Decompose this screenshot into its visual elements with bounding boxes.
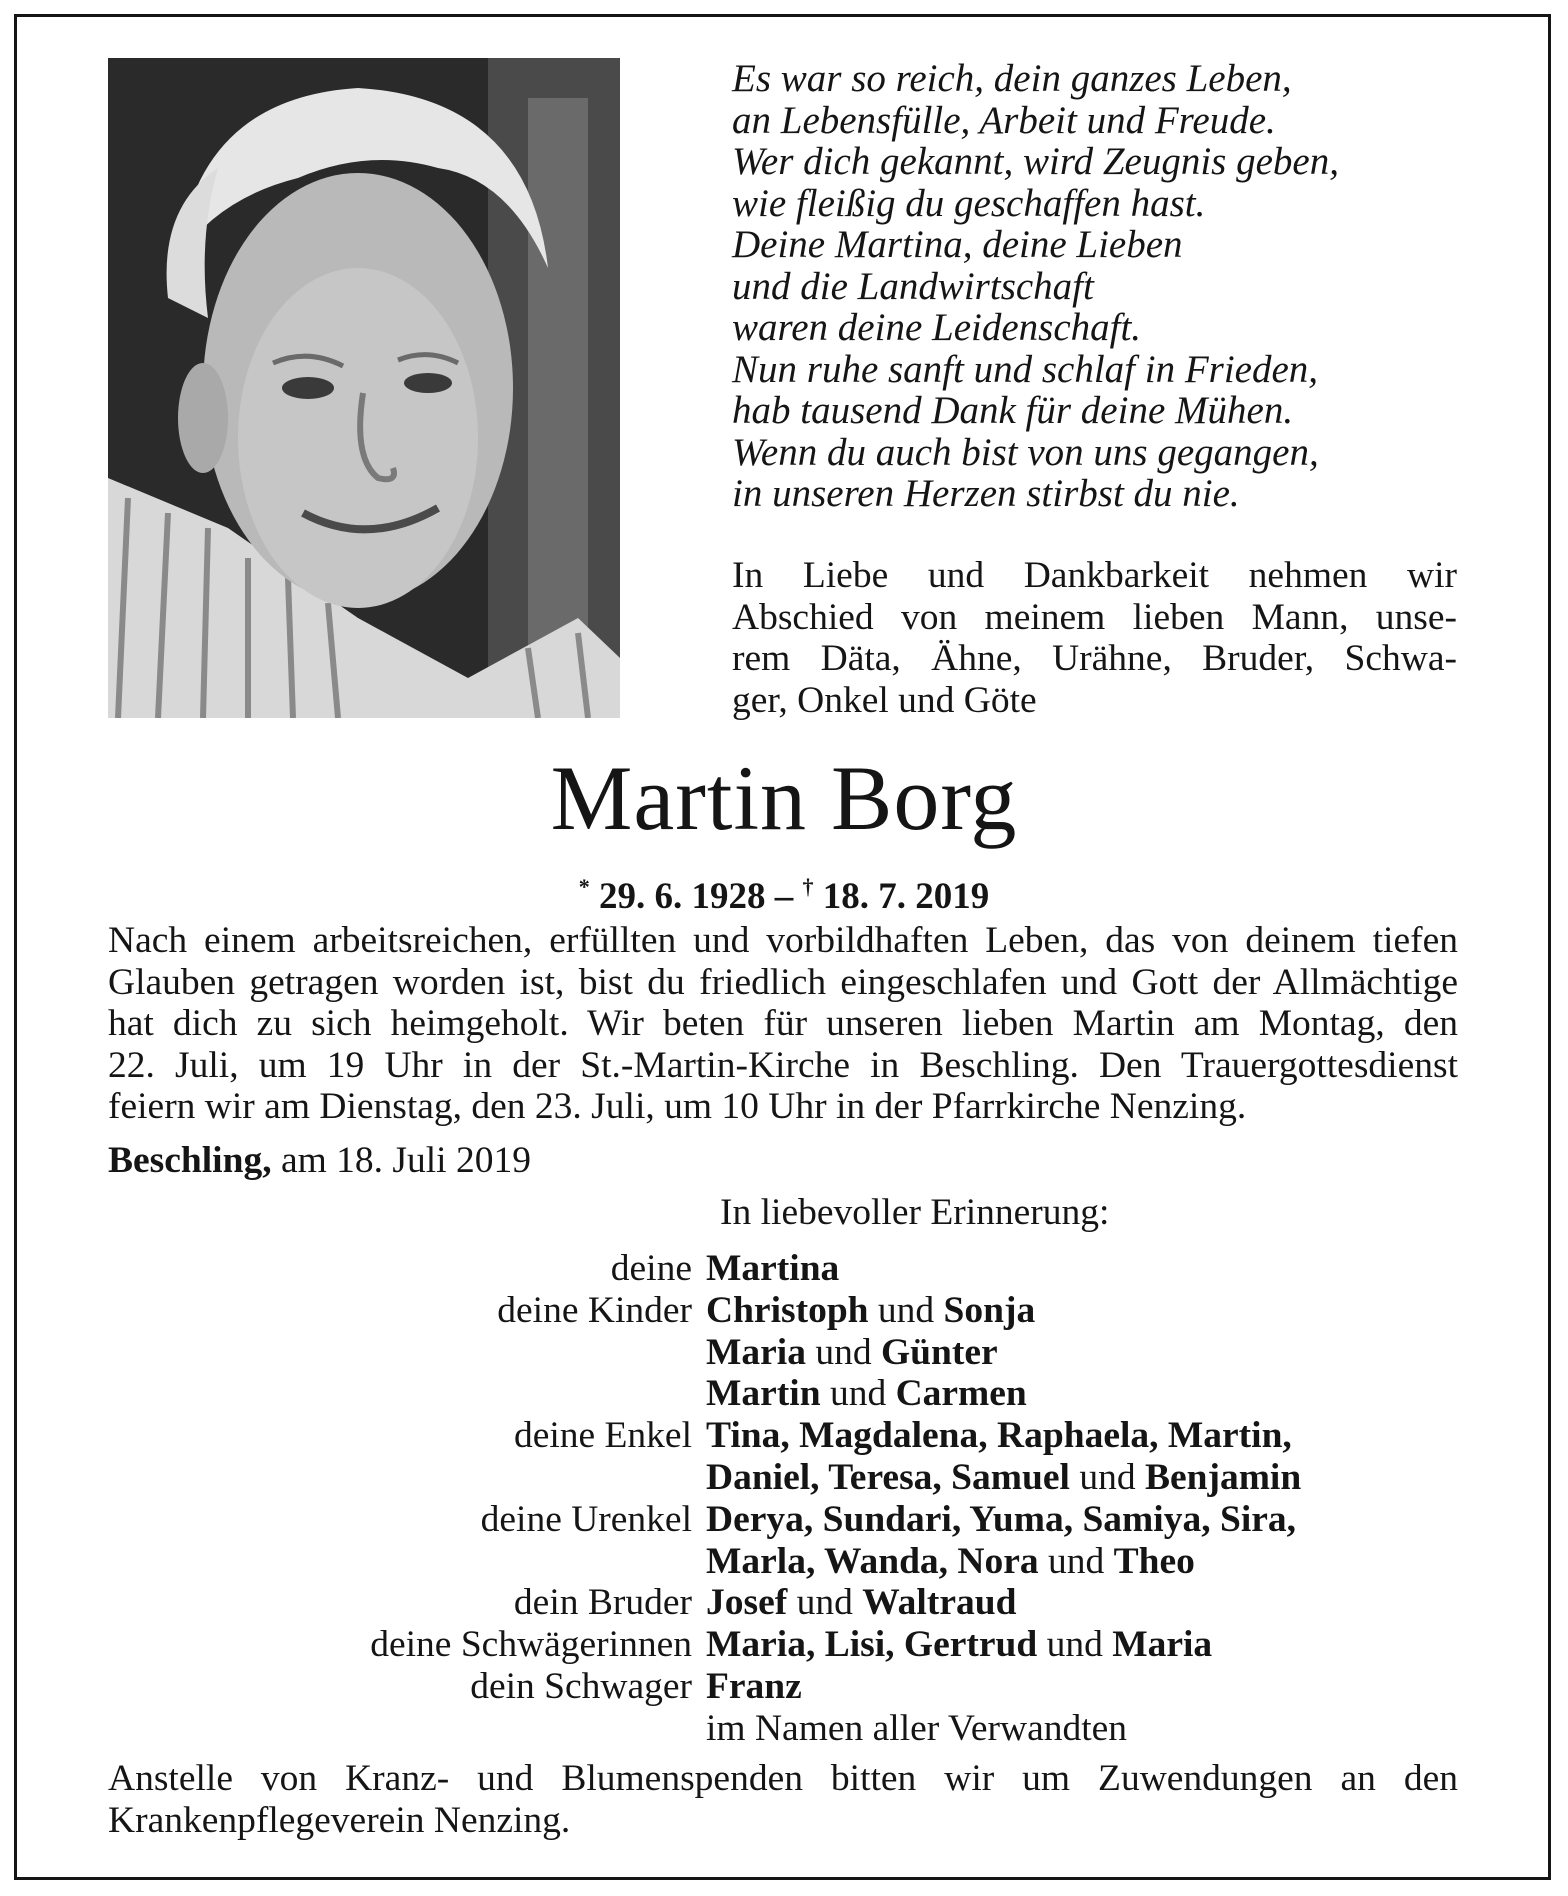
body-line: feiern wir am Dienstag, den 23. Juli, um 10 Uhr in der Pfarrkirche Nenzing. — [108, 1086, 1247, 1127]
family-connector: und — [868, 1289, 944, 1331]
family-names — [706, 1499, 1296, 1541]
family-names — [706, 1457, 1301, 1499]
family-member-name: Theo — [1113, 1540, 1195, 1582]
intro-line: In Liebe und Dankbarkeit nehmen wir — [732, 555, 1457, 596]
family-row — [0, 1373, 1568, 1415]
place-date — [108, 1140, 531, 1182]
family-connector: und — [1037, 1624, 1113, 1666]
family-names — [706, 1290, 1035, 1332]
family-relation-label: deine — [610, 1248, 692, 1289]
body-line: 22. Juli, um 19 Uhr in der St.-Martin-Kirche in Beschling. Den Trauergottesdienst — [108, 1044, 1458, 1086]
family-names — [706, 1415, 1292, 1457]
family-relation-label: deine Enkel — [513, 1415, 692, 1457]
family-member-name: Daniel, Teresa, Samuel — [706, 1456, 1070, 1498]
place-town: Beschling, — [108, 1140, 272, 1181]
family-member-name: Benjamin — [1144, 1456, 1302, 1498]
family-row — [0, 1582, 1568, 1624]
family-connector: und — [1069, 1456, 1145, 1498]
poem-line: Nun ruhe sanft und schlaf in Frieden, — [732, 347, 1319, 391]
family-row — [0, 1332, 1568, 1374]
birth-date: 29. 6. 1928 – — [599, 876, 794, 917]
family-connector: und — [805, 1331, 881, 1373]
portrait-photo — [108, 58, 620, 718]
portrait-illustration — [108, 58, 620, 718]
death-symbol: † — [802, 874, 814, 899]
family-row — [0, 1666, 1568, 1708]
family-relation-label — [0, 1373, 706, 1415]
poem-line: in unseren Herzen stirbst du nie. — [732, 472, 1240, 515]
family-row — [0, 1290, 1568, 1332]
poem-line: Deine Martina, deine Lieben — [732, 223, 1183, 266]
family-member-name: Sonja — [943, 1289, 1036, 1331]
body-line: Nach einem arbeitsreichen, erfüllten und vorbildhaften Leben, das von deinem tiefen — [108, 920, 1458, 961]
memory-heading: In liebevoller Erinnerung: — [720, 1192, 1110, 1233]
poem-line: Wenn du auch bist von uns gegangen, — [732, 430, 1319, 474]
announcement-text — [108, 920, 1458, 1128]
family-member-name: Martin — [706, 1373, 821, 1415]
place-date-text: am 18. Juli 2019 — [280, 1140, 531, 1181]
family-row — [0, 1415, 1568, 1457]
family-connector: im Namen aller Verwandten — [706, 1707, 1128, 1749]
intro-line: Abschied von meinem lieben Mann, unse- — [732, 596, 1457, 638]
family-member-name: Carmen — [895, 1373, 1027, 1415]
poem-line: an Lebensfülle, Arbeit und Freude. — [732, 98, 1276, 142]
poem-line: Wer dich gekannt, wird Zeugnis geben, — [732, 140, 1339, 183]
family-member-name: Maria — [1112, 1624, 1213, 1666]
family-names — [706, 1708, 1127, 1750]
family-member-name: Günter — [880, 1331, 998, 1373]
deceased-name: Martin Borg — [550, 747, 1018, 849]
family-member-name: Waltraud — [862, 1582, 1017, 1624]
closing-note — [108, 1758, 1458, 1841]
intro-paragraph — [732, 555, 1457, 721]
poem — [732, 58, 1492, 515]
family-member-name: Franz — [706, 1665, 802, 1707]
family-names — [706, 1582, 1016, 1624]
family-member-name: Josef — [706, 1582, 788, 1624]
family-row — [0, 1541, 1568, 1583]
birth-symbol: * — [578, 874, 590, 899]
poem-line: und die Landwirtschaft — [732, 264, 1094, 308]
family-relation-label: deine Schwägerinnen — [370, 1624, 692, 1666]
intro-line: ger, Onkel und Göte — [732, 679, 1037, 721]
family-relation-label — [0, 1541, 706, 1583]
family-member-name: Tina, Magdalena, Raphaela, Martin, — [706, 1415, 1292, 1457]
closing-line: Anstelle von Kranz- und Blumenspenden bitten wir um Zuwendungen an den — [108, 1758, 1458, 1799]
poem-line: waren deine Leidenschaft. — [732, 306, 1142, 349]
family-relation-label: dein Bruder — [513, 1582, 692, 1624]
family-member-name: Maria — [706, 1331, 806, 1373]
family-relation-label: deine Urenkel — [480, 1498, 692, 1540]
family-relation-label: deine Kinder — [497, 1289, 692, 1331]
poem-line: Es war so reich, dein ganzes Leben, — [732, 57, 1292, 100]
family-connector: und — [1038, 1540, 1114, 1582]
family-names — [706, 1248, 839, 1290]
family-row — [0, 1708, 1568, 1750]
family-member-name: Maria, Lisi, Gertrud — [706, 1624, 1038, 1666]
family-names — [706, 1541, 1195, 1583]
family-names — [706, 1373, 1027, 1415]
life-dates — [0, 865, 1568, 919]
family-row — [0, 1248, 1568, 1290]
family-names — [706, 1332, 998, 1374]
family-relation-label: dein Schwager — [470, 1665, 692, 1707]
death-date: 18. 7. 2019 — [822, 876, 990, 917]
family-relation-label — [0, 1708, 706, 1750]
poem-line: wie fleißig du geschaffen hast. — [732, 181, 1206, 225]
family-connector: und — [820, 1373, 896, 1415]
family-names — [706, 1624, 1212, 1666]
body-line: Glauben getragen worden ist, bist du friedlich eingeschlafen und Gott der Allmächtige — [108, 961, 1458, 1003]
family-member-name: Marla, Wanda, Nora — [706, 1540, 1039, 1582]
family-member-name: Martina — [706, 1248, 840, 1289]
body-line: hat dich zu sich heimgeholt. Wir beten für unseren lieben Martin am Montag, den — [108, 1003, 1458, 1044]
family-connector: und — [787, 1582, 863, 1624]
family-member-name: Christoph — [706, 1289, 869, 1331]
poem-line: hab tausend Dank für deine Mühen. — [732, 389, 1294, 432]
closing-line: Krankenpflegeverein Nenzing. — [108, 1799, 571, 1841]
family-row — [0, 1624, 1568, 1666]
family-list — [0, 1248, 1568, 1750]
family-relation-label — [0, 1332, 706, 1374]
family-row — [0, 1499, 1568, 1541]
family-relation-label — [0, 1457, 706, 1499]
family-member-name: Derya, Sundari, Yuma, Samiya, Sira, — [706, 1498, 1297, 1540]
intro-line: rem Däta, Ähne, Urähne, Bruder, Schwa- — [732, 638, 1457, 679]
family-names — [706, 1666, 802, 1708]
family-row — [0, 1457, 1568, 1499]
